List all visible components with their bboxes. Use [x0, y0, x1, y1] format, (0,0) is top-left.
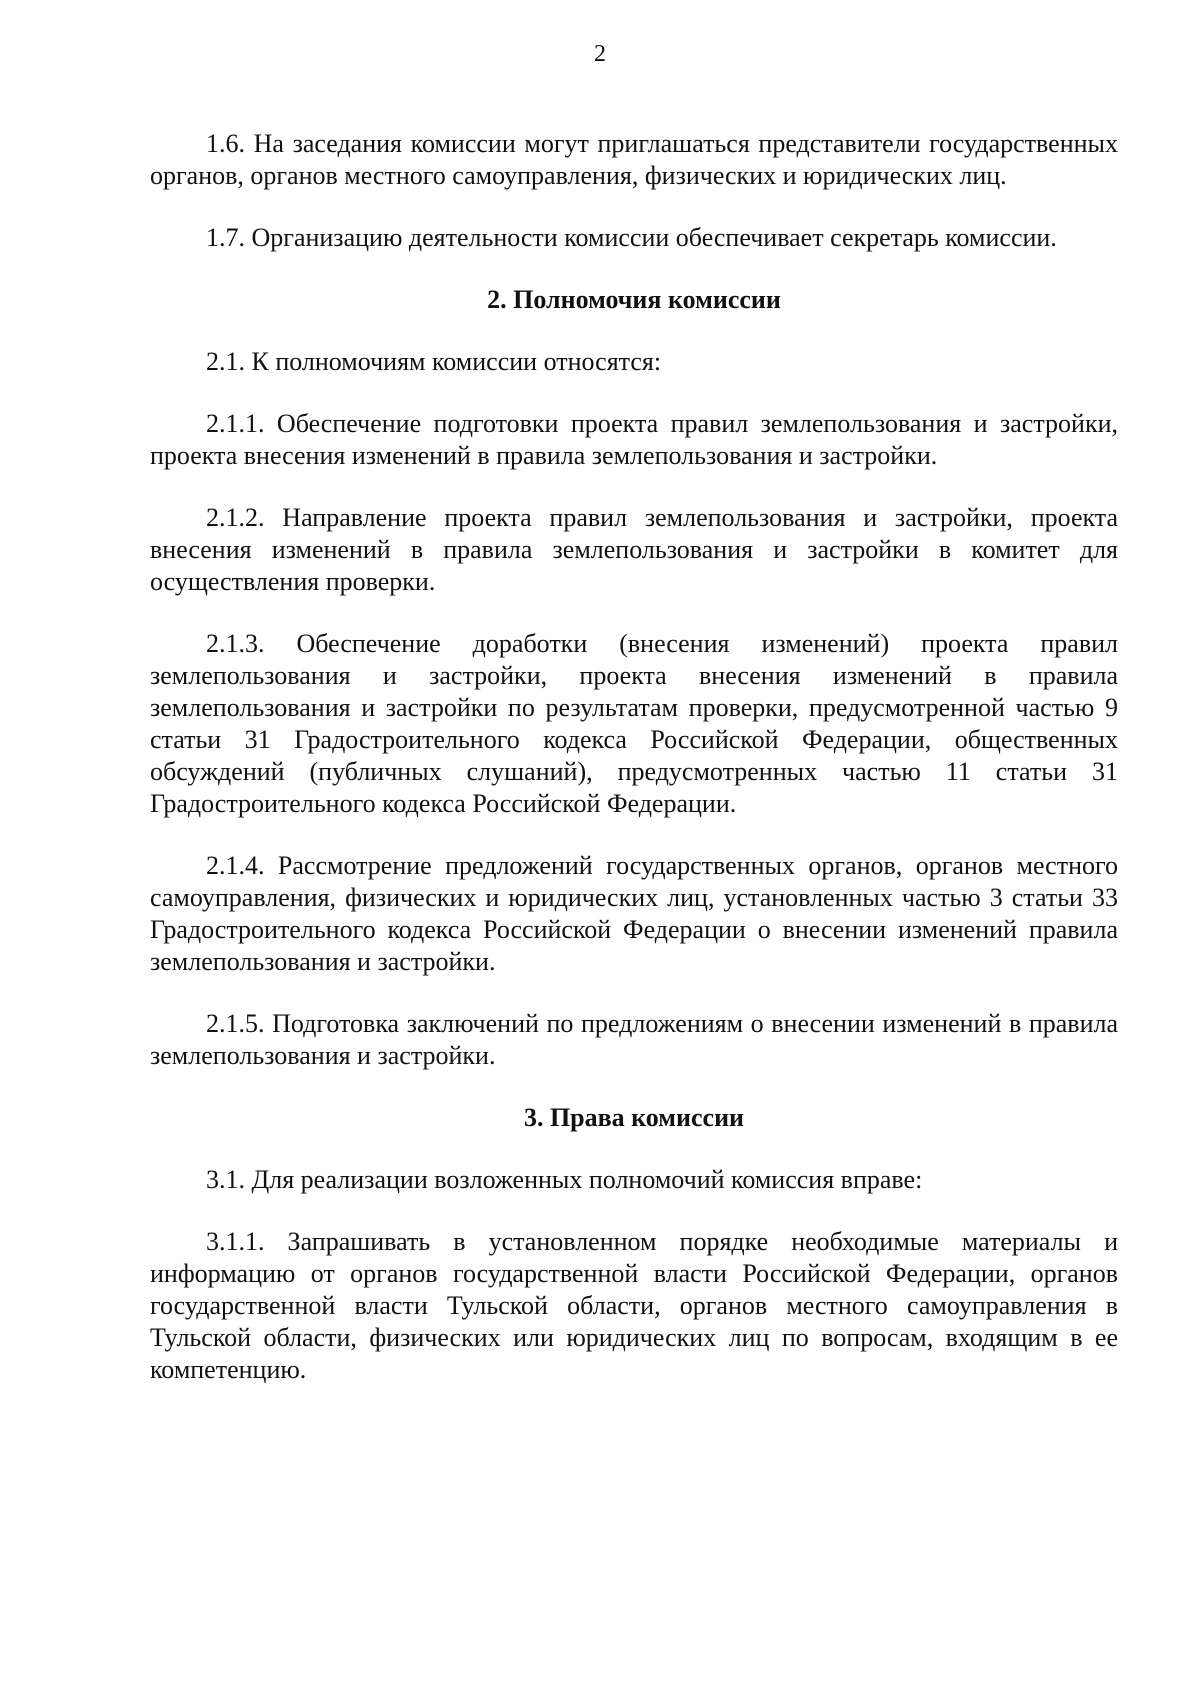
paragraph-1-7: 1.7. Организацию деятельности комиссии обеспечивает секретарь комиссии. — [206, 223, 1057, 252]
section-heading-2: 2. Полномочия комиссии — [487, 285, 781, 314]
paragraph-2-1-3: 2.1.3. Обеспечение доработки (внесения изменений) проекта правил землепользования и застройки, проекта внесения изменений в правила землепользования и застройки по результатам проверки, предусмотренной частью 9 статьи 31 Градостроительного кодекса Российской Федерации, общественных обсуждений (публичных слушаний), предусмотренных частью 11 статьи 31 Градостроительного кодекса Российской Федерации. — [150, 629, 1118, 818]
paragraph-2-1: 2.1. К полномочиям комиссии относятся: — [206, 347, 662, 376]
paragraph-2-1-5: 2.1.5. Подготовка заключений по предложениям о внесении изменений в правила землепользования и застройки. — [150, 1009, 1118, 1070]
page-number: 2 — [594, 41, 606, 67]
paragraph-2-1-4: 2.1.4. Рассмотрение предложений государственных органов, органов местного самоуправления, физических и юридических лиц, установленных частью 3 статьи 33 Градостроительного кодекса Российской Федерации о внесении изменений правила землепользования и застройки. — [150, 851, 1118, 976]
paragraph-2-1-1: 2.1.1. Обеспечение подготовки проекта правил землепользования и застройки, проекта внесения изменений в правила землепользования и застройки. — [150, 409, 1118, 470]
paragraph-2-1-2: 2.1.2. Направление проекта правил землепользования и застройки, проекта внесения изменений в правила землепользования и застройки в комитет для осуществления проверки. — [150, 503, 1118, 596]
paragraph-3-1: 3.1. Для реализации возложенных полномочий комиссия вправе: — [206, 1165, 923, 1194]
paragraph-3-1-1: 3.1.1. Запрашивать в установленном порядке необходимые материалы и информацию от органов государственной власти Российской Федерации, органов государственной власти Тульской области, органов местного самоуправления в Тульской области, физических или юридических лиц по вопросам, входящим в ее компетенцию. — [150, 1227, 1118, 1384]
document-body — [150, 128, 1118, 1416]
paragraph-1-6: 1.6. На заседания комиссии могут приглашаться представители государственных органов, органов местного самоуправления, физических и юридических лиц. — [150, 129, 1118, 190]
section-heading-3: 3. Права комиссии — [523, 1103, 745, 1132]
